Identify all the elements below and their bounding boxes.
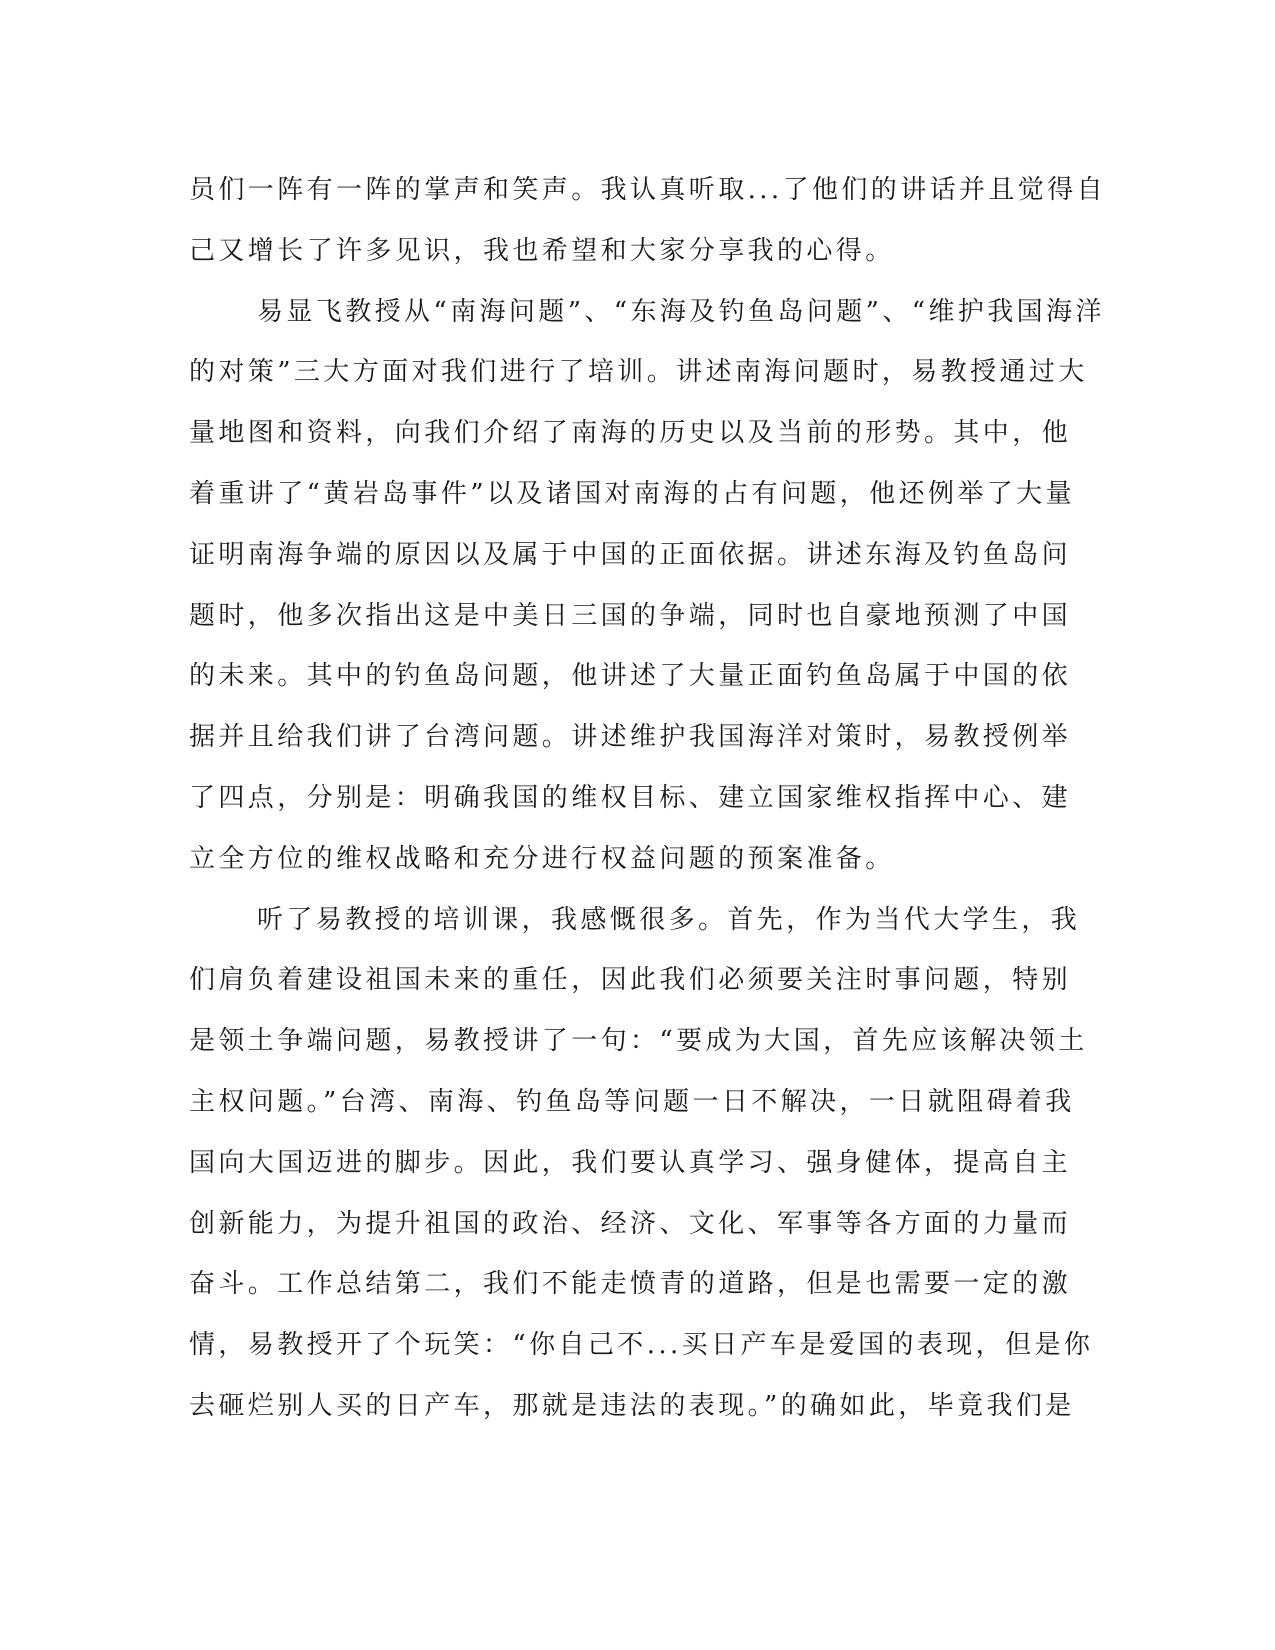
text-line: 创新能力，为提升祖国的政治、经济、文化、军事等各方面的力量而 — [189, 1208, 1072, 1239]
text-line: 着重讲了“黄岩岛事件”以及诸国对南海的占有问题，他还例举了大量 — [189, 478, 1075, 509]
text-line: 据并且给我们讲了台湾问题。讲述维护我国海洋对策时，易教授例举 — [189, 722, 1072, 753]
text-line: 己又增长了许多见识，我也希望和大家分享我的心得。 — [189, 235, 895, 266]
text-line: 证明南海争端的原因以及属于中国的正面依据。讲述东海及钓鱼岛问 — [189, 539, 1072, 570]
paragraph-1 — [189, 160, 1106, 282]
paragraph-3 — [189, 890, 1094, 1437]
text-line-first: 听了易教授的培训课，我感慨很多。首先，作为当代大学生，我 — [257, 904, 1081, 935]
text-line: 是领土争端问题，易教授讲了一句：“要成为大国，首先应该解决领土 — [189, 1026, 1088, 1057]
text-line: 员们一阵有一阵的掌声和笑声。我认真听取...了他们的讲话并且觉得自 — [189, 175, 1106, 205]
text-line: 的对策”三大方面对我们进行了培训。讲述南海问题时，易教授通过大 — [189, 357, 1088, 388]
text-line: 主权问题。”台湾、南海、钓鱼岛等问题一日不解决，一日就阻碍着我 — [189, 1086, 1075, 1117]
text-line: 情，易教授开了个玩笑：“你自己不...买日产车是爱国的表现，但是你 — [189, 1330, 1094, 1361]
text-line-first: 易显飞教授从“南海问题”、“东海及钓鱼岛问题”、“维护我国海洋 — [257, 296, 1105, 327]
text-line: 奋斗。工作总结第二，我们不能走愤青的道路，但是也需要一定的激 — [189, 1269, 1072, 1300]
text-line: 量地图和资料，向我们介绍了南海的历史以及当前的形势。其中，他 — [189, 418, 1072, 449]
text-line: 国向大国迈进的脚步。因此，我们要认真学习、强身健体，提高自主 — [189, 1147, 1072, 1178]
text-line: 了四点，分别是：明确我国的维权目标、建立国家维权指挥中心、建 — [189, 782, 1072, 813]
text-line: 的未来。其中的钓鱼岛问题，他讲述了大量正面钓鱼岛属于中国的依 — [189, 661, 1072, 692]
text-line: 们肩负着建设祖国未来的重任，因此我们必须要关注时事问题，特别 — [189, 965, 1072, 996]
paragraph-2 — [189, 282, 1105, 890]
text-line: 立全方位的维权战略和充分进行权益问题的预案准备。 — [189, 843, 895, 874]
text-line: 题时，他多次指出这是中美日三国的争端，同时也自豪地预测了中国 — [189, 600, 1072, 631]
text-line: 去砸烂别人买的日产车，那就是违法的表现。”的确如此，毕竟我们是 — [189, 1390, 1075, 1421]
body-text — [189, 160, 1106, 1437]
